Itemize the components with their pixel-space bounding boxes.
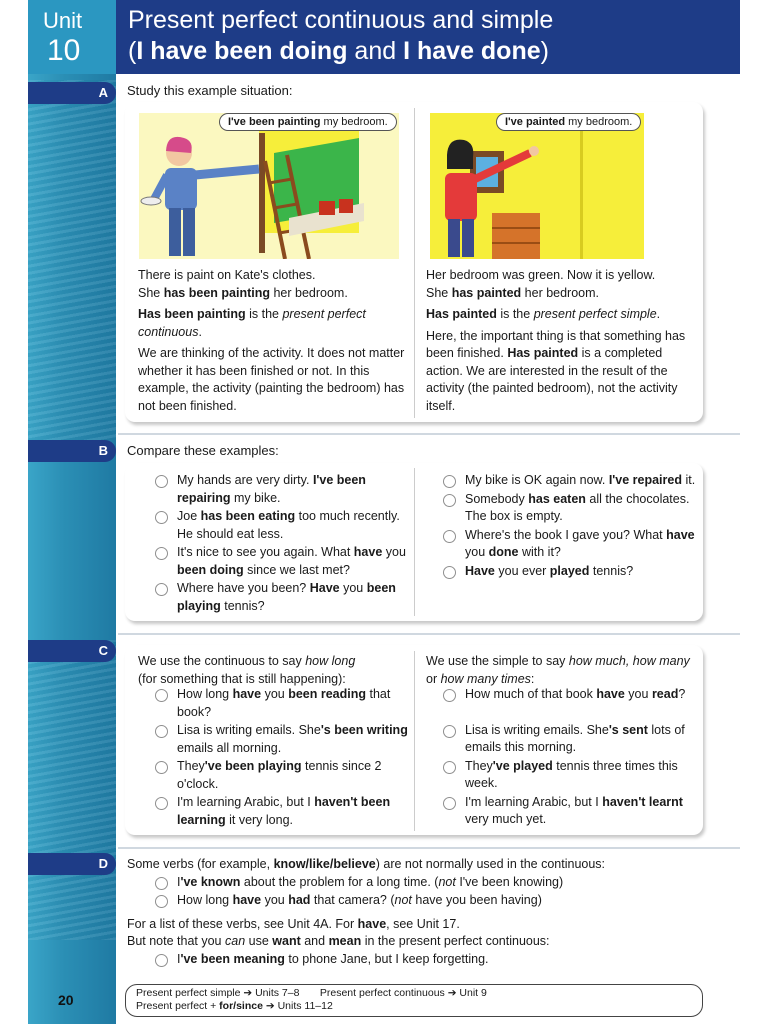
section-separator: [118, 433, 740, 435]
section-tab-d: D: [28, 853, 116, 875]
example-item: Somebody has eaten all the chocolates. The box is empty.: [441, 491, 696, 526]
section-c-right-examples: [441, 686, 696, 830]
column-divider: [414, 468, 415, 616]
example-item: Lisa is writing emails. She's sent lots of emails this morning.: [441, 722, 696, 757]
example-item: It's nice to see you again. What have you been doing since we last met?: [153, 544, 408, 579]
xref-link[interactable]: Present perfect simple ➔ Units 7–8: [136, 987, 300, 999]
section-separator: [118, 633, 740, 635]
section-c-right-intro: We use the simple to say how much, how many or how many times:: [426, 654, 690, 686]
example-item: Where have you been? Have you been playing tennis?: [153, 580, 408, 615]
example-item: I'm learning Arabic, but I haven't learnt very much yet.: [441, 794, 696, 829]
sidebar-texture: [28, 80, 116, 440]
section-tab-a: A: [28, 82, 116, 104]
example-item: I'm learning Arabic, but I haven't been learning it very long.: [153, 794, 408, 829]
section-separator: [118, 847, 740, 849]
xref-link[interactable]: Present perfect continuous ➔ Unit 9: [319, 987, 487, 999]
example-item: How much of that book have you read?: [441, 686, 696, 704]
page-subtitle: (I have been doing and I have done): [128, 37, 549, 65]
example-item: How long have you had that camera? (not have you been having): [153, 892, 727, 910]
example-item: My bike is OK again now. I've repaired it.: [441, 472, 696, 490]
example-item: I've known about the problem for a long time. (not I've been knowing): [153, 874, 727, 892]
sidebar-texture: [28, 640, 116, 940]
section-a-left-text: There is paint on Kate's clothes. She has been painting her bedroom. Has been painting is the present perfect continuous. We are thinking of the activity. It does not matter whether it has been finished or not. In this example, the activity (painting the bedroom) has not been finished.: [138, 268, 405, 413]
section-a-intro: Study this example situation:: [127, 83, 293, 98]
cross-reference-box: [125, 984, 703, 1017]
section-b-left-examples: [153, 472, 408, 616]
example-item: They've played tennis three times this week.: [441, 758, 696, 793]
column-divider: [414, 108, 415, 418]
unit-number: 10: [47, 34, 81, 67]
column-divider: [414, 651, 415, 831]
unit-label: Unit: [43, 8, 83, 33]
section-b-right-examples: [441, 472, 696, 581]
speech-bubble-left: I've been painting my bedroom.: [219, 113, 397, 131]
example-item: I've been meaning to phone Jane, but I keep forgetting.: [153, 951, 727, 969]
example-item: They've been playing tennis since 2 o'clock.: [153, 758, 408, 793]
section-a-right-text: Her bedroom was green. Now it is yellow. She has painted her bedroom. Has painted is the present perfect simple. Here, the important thing is that something has been finished. Has painted is a completed action. We are interested in the result of the activity (the painted bedroom), not the activity itself.: [426, 268, 686, 413]
example-item: How long have you been reading that book?: [153, 686, 408, 721]
section-d-text: Some verbs (for example, know/like/believe) are not normally used in the continuous: I've known about the problem for a long time. (not I've been knowing) How long have you had that camera? (not have you been having) For a list of these verbs, see Unit 4A. For have, see Unit 17. But note that you can use want and mean in the present perfect continuous: I've been meaning to phone Jane, but I keep forgetting.: [127, 856, 727, 969]
example-item: Lisa is writing emails. She's been writing emails all morning.: [153, 722, 408, 757]
speech-bubble-right: I've painted my bedroom.: [496, 113, 641, 131]
example-item: Where's the book I gave you? What have you done with it?: [441, 527, 696, 562]
section-c-left-examples: [153, 686, 408, 830]
example-item: Joe has been eating too much recently. He should eat less.: [153, 508, 408, 543]
example-item: Have you ever played tennis?: [441, 563, 696, 581]
xref-link[interactable]: Present perfect + for/since ➔ Units 11–12: [136, 1000, 333, 1012]
section-tab-c: C: [28, 640, 116, 662]
section-tab-b: B: [28, 440, 116, 462]
bedroom-painted-illustration: [430, 113, 644, 259]
section-b-intro: Compare these examples:: [127, 443, 279, 458]
page-title: Present perfect continuous and simple: [128, 6, 554, 34]
kate-painting-illustration: [139, 113, 399, 259]
page-number: 20: [58, 992, 74, 1008]
section-c-left-intro: We use the continuous to say how long (for something that is still happening):: [138, 654, 356, 686]
example-item: My hands are very dirty. I've been repairing my bike.: [153, 472, 408, 507]
